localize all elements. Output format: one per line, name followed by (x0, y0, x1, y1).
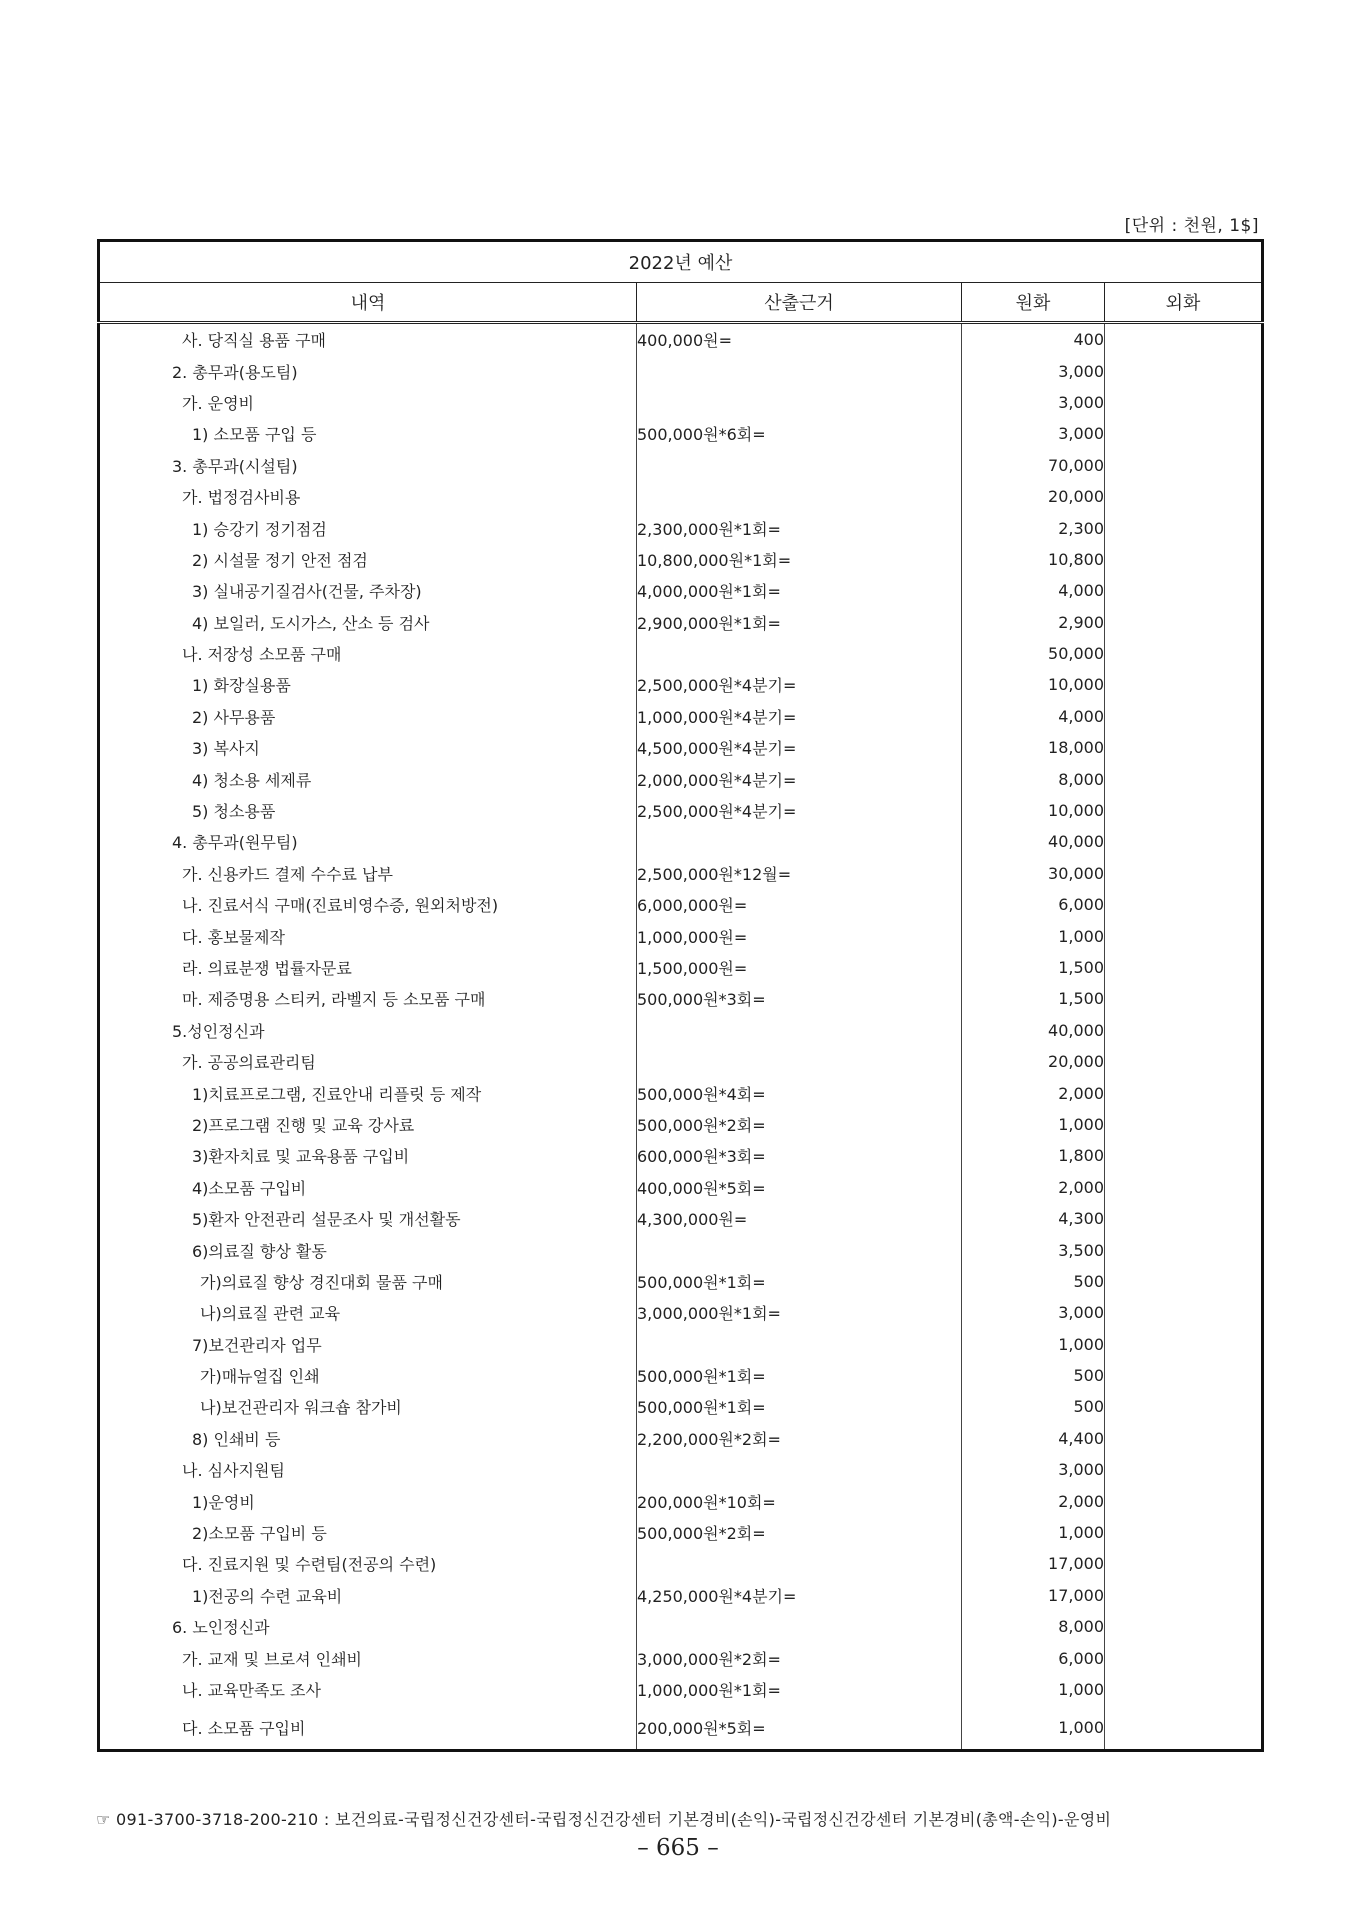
row-item: 6. 노인정신과 (99, 1611, 637, 1642)
row-basis: 1,500,000원= (637, 952, 962, 983)
row-fx-amount (1105, 1548, 1263, 1579)
budget-table (97, 239, 1264, 1752)
row-fx-amount (1105, 1109, 1263, 1140)
table-row (99, 952, 1263, 983)
row-basis: 500,000원*6회= (637, 418, 962, 449)
row-fx-amount (1105, 1674, 1263, 1705)
row-krw-amount: 3,500 (962, 1234, 1105, 1265)
row-basis: 3,000,000원*2회= (637, 1642, 962, 1673)
row-basis: 600,000원*3회= (637, 1140, 962, 1171)
table-row (99, 920, 1263, 951)
row-basis: 400,000원*5회= (637, 1172, 962, 1203)
row-krw-amount: 400 (962, 323, 1105, 356)
row-basis (637, 1015, 962, 1046)
row-krw-amount: 3,000 (962, 1297, 1105, 1328)
table-row (99, 1140, 1263, 1171)
table-row (99, 607, 1263, 638)
row-fx-amount (1105, 1705, 1263, 1751)
row-krw-amount: 40,000 (962, 826, 1105, 857)
row-krw-amount: 4,300 (962, 1203, 1105, 1234)
row-krw-amount: 3,000 (962, 387, 1105, 418)
row-basis: 500,000원*2회= (637, 1517, 962, 1548)
row-krw-amount: 3,000 (962, 355, 1105, 386)
table-row (99, 795, 1263, 826)
row-krw-amount: 1,500 (962, 952, 1105, 983)
table-row (99, 826, 1263, 857)
row-item: 3. 총무과(시설팀) (99, 450, 637, 481)
row-basis: 500,000원*3회= (637, 983, 962, 1014)
row-krw-amount: 50,000 (962, 638, 1105, 669)
row-item: 마. 제증명용 스티커, 라벨지 등 소모품 구매 (99, 983, 637, 1014)
row-item: 2)프로그램 진행 및 교육 강사료 (99, 1109, 637, 1140)
table-row (99, 575, 1263, 606)
table-row (99, 1329, 1263, 1360)
row-basis (637, 1234, 962, 1265)
account-code-footnote: ☞ 091-3700-3718-200-210 : 보건의료-국립정신건강센터-국립정신건강센터 기본경비(손익)-국립정신건강센터 기본경비(총액-손익)-운영비 (96, 1810, 1112, 1829)
row-basis: 400,000원= (637, 323, 962, 356)
row-krw-amount: 10,000 (962, 669, 1105, 700)
row-krw-amount: 40,000 (962, 1015, 1105, 1046)
row-item: 가. 법정검사비용 (99, 481, 637, 512)
row-basis: 4,000,000원*1회= (637, 575, 962, 606)
row-basis (637, 1548, 962, 1579)
row-item: 1)운영비 (99, 1485, 637, 1516)
row-basis (637, 638, 962, 669)
row-fx-amount (1105, 544, 1263, 575)
row-basis: 500,000원*1회= (637, 1360, 962, 1391)
row-krw-amount: 3,000 (962, 1454, 1105, 1485)
row-krw-amount: 8,000 (962, 1611, 1105, 1642)
row-fx-amount (1105, 512, 1263, 543)
row-basis: 4,500,000원*4분기= (637, 732, 962, 763)
row-krw-amount: 18,000 (962, 732, 1105, 763)
row-krw-amount: 70,000 (962, 450, 1105, 481)
row-basis (637, 1329, 962, 1360)
row-fx-amount (1105, 575, 1263, 606)
row-fx-amount (1105, 826, 1263, 857)
table-row (99, 638, 1263, 669)
row-fx-amount (1105, 858, 1263, 889)
table-row (99, 701, 1263, 732)
table-row (99, 1360, 1263, 1391)
row-item: 가)의료질 향상 경진대회 물품 구매 (99, 1266, 637, 1297)
row-krw-amount: 500 (962, 1391, 1105, 1422)
table-body (99, 323, 1263, 1751)
row-krw-amount: 2,000 (962, 1077, 1105, 1108)
row-item: 2)소모품 구입비 등 (99, 1517, 637, 1548)
row-basis: 500,000원*2회= (637, 1109, 962, 1140)
row-item: 가. 운영비 (99, 387, 637, 418)
row-item: 나. 교육만족도 조사 (99, 1674, 637, 1705)
table-row (99, 1423, 1263, 1454)
row-fx-amount (1105, 669, 1263, 700)
table-row (99, 450, 1263, 481)
column-header-krw: 원화 (962, 283, 1105, 323)
row-basis: 2,500,000원*4분기= (637, 795, 962, 826)
table-row (99, 323, 1263, 356)
row-fx-amount (1105, 763, 1263, 794)
row-item: 2. 총무과(용도팀) (99, 355, 637, 386)
row-krw-amount: 4,400 (962, 1423, 1105, 1454)
row-fx-amount (1105, 732, 1263, 763)
table-row (99, 669, 1263, 700)
table-row (99, 355, 1263, 386)
row-basis: 2,200,000원*2회= (637, 1423, 962, 1454)
row-fx-amount (1105, 795, 1263, 826)
row-basis (637, 1611, 962, 1642)
row-item: 5.성인정신과 (99, 1015, 637, 1046)
row-fx-amount (1105, 983, 1263, 1014)
row-krw-amount: 1,000 (962, 1517, 1105, 1548)
row-basis (637, 826, 962, 857)
row-basis (637, 387, 962, 418)
table-row (99, 889, 1263, 920)
table-row (99, 1234, 1263, 1265)
row-basis: 1,000,000원= (637, 920, 962, 951)
table-row (99, 1454, 1263, 1485)
table-row (99, 1517, 1263, 1548)
row-fx-amount (1105, 1454, 1263, 1485)
row-basis: 500,000원*4회= (637, 1077, 962, 1108)
row-item: 나. 저장성 소모품 구매 (99, 638, 637, 669)
row-krw-amount: 6,000 (962, 889, 1105, 920)
row-krw-amount: 20,000 (962, 481, 1105, 512)
page-number: – 665 – (637, 1835, 719, 1861)
row-item: 나. 심사지원팀 (99, 1454, 637, 1485)
table-row (99, 763, 1263, 794)
table-row (99, 1674, 1263, 1705)
row-item: 1)치료프로그램, 진료안내 리플릿 등 제작 (99, 1077, 637, 1108)
row-basis (637, 1454, 962, 1485)
row-item: 4) 청소용 세제류 (99, 763, 637, 794)
table-row (99, 983, 1263, 1014)
row-fx-amount (1105, 1642, 1263, 1673)
row-item: 8) 인쇄비 등 (99, 1423, 637, 1454)
row-basis (637, 355, 962, 386)
row-fx-amount (1105, 1266, 1263, 1297)
row-basis: 500,000원*1회= (637, 1391, 962, 1422)
table-row (99, 387, 1263, 418)
table-row (99, 732, 1263, 763)
row-item: 2) 사무용품 (99, 701, 637, 732)
row-item: 나. 진료서식 구매(진료비영수증, 원외처방전) (99, 889, 637, 920)
table-row (99, 1642, 1263, 1673)
row-fx-amount (1105, 1423, 1263, 1454)
table-row (99, 1266, 1263, 1297)
row-krw-amount: 2,000 (962, 1172, 1105, 1203)
row-item: 5) 청소용품 (99, 795, 637, 826)
table-row (99, 1172, 1263, 1203)
row-item: 2) 시설물 정기 안전 점검 (99, 544, 637, 575)
table-row (99, 1705, 1263, 1751)
row-item: 1) 소모품 구입 등 (99, 418, 637, 449)
row-krw-amount: 1,000 (962, 920, 1105, 951)
row-basis: 2,500,000원*12월= (637, 858, 962, 889)
row-fx-amount (1105, 920, 1263, 951)
row-fx-amount (1105, 1203, 1263, 1234)
row-fx-amount (1105, 638, 1263, 669)
row-fx-amount (1105, 1077, 1263, 1108)
row-fx-amount (1105, 355, 1263, 386)
row-fx-amount (1105, 1611, 1263, 1642)
row-krw-amount: 1,000 (962, 1109, 1105, 1140)
table-row (99, 1580, 1263, 1611)
row-krw-amount: 8,000 (962, 763, 1105, 794)
row-fx-amount (1105, 450, 1263, 481)
column-header-item: 내역 (99, 283, 637, 323)
row-fx-amount (1105, 1015, 1263, 1046)
row-krw-amount: 10,000 (962, 795, 1105, 826)
row-item: 가)매뉴얼집 인쇄 (99, 1360, 637, 1391)
row-fx-amount (1105, 323, 1263, 356)
row-basis (637, 481, 962, 512)
row-fx-amount (1105, 1046, 1263, 1077)
table-row (99, 1611, 1263, 1642)
row-basis (637, 450, 962, 481)
row-item: 7)보건관리자 업무 (99, 1329, 637, 1360)
row-fx-amount (1105, 889, 1263, 920)
row-krw-amount: 20,000 (962, 1046, 1105, 1077)
row-fx-amount (1105, 481, 1263, 512)
row-fx-amount (1105, 1140, 1263, 1171)
table-row (99, 418, 1263, 449)
row-item: 4)소모품 구입비 (99, 1172, 637, 1203)
row-item: 6)의료질 향상 활동 (99, 1234, 637, 1265)
row-krw-amount: 2,000 (962, 1485, 1105, 1516)
row-krw-amount: 1,000 (962, 1674, 1105, 1705)
row-fx-amount (1105, 1329, 1263, 1360)
unit-label: [단위 : 천원, 1$] (1124, 216, 1259, 236)
row-fx-amount (1105, 1517, 1263, 1548)
table-row (99, 1391, 1263, 1422)
row-basis: 200,000원*10회= (637, 1485, 962, 1516)
row-krw-amount: 3,000 (962, 418, 1105, 449)
row-basis: 200,000원*5회= (637, 1705, 962, 1751)
table-row (99, 1046, 1263, 1077)
row-krw-amount: 1,000 (962, 1329, 1105, 1360)
table-row (99, 1203, 1263, 1234)
row-item: 4. 총무과(원무팀) (99, 826, 637, 857)
row-basis: 2,000,000원*4분기= (637, 763, 962, 794)
row-basis: 4,300,000원= (637, 1203, 962, 1234)
row-krw-amount: 1,500 (962, 983, 1105, 1014)
row-item: 4) 보일러, 도시가스, 산소 등 검사 (99, 607, 637, 638)
table-row (99, 1485, 1263, 1516)
row-fx-amount (1105, 1580, 1263, 1611)
row-fx-amount (1105, 701, 1263, 732)
row-fx-amount (1105, 607, 1263, 638)
row-krw-amount: 6,000 (962, 1642, 1105, 1673)
row-fx-amount (1105, 387, 1263, 418)
row-krw-amount: 17,000 (962, 1548, 1105, 1579)
row-fx-amount (1105, 1391, 1263, 1422)
row-item: 나)보건관리자 워크숍 참가비 (99, 1391, 637, 1422)
row-krw-amount: 4,000 (962, 701, 1105, 732)
row-item: 다. 홍보물제작 (99, 920, 637, 951)
row-item: 5)환자 안전관리 설문조사 및 개선활동 (99, 1203, 637, 1234)
row-krw-amount: 500 (962, 1266, 1105, 1297)
row-basis: 3,000,000원*1회= (637, 1297, 962, 1328)
table-row (99, 1109, 1263, 1140)
row-item: 3)환자치료 및 교육용품 구입비 (99, 1140, 637, 1171)
row-item: 가. 신용카드 결제 수수료 납부 (99, 858, 637, 889)
table-row (99, 512, 1263, 543)
row-item: 사. 당직실 용품 구매 (99, 323, 637, 356)
row-krw-amount: 4,000 (962, 575, 1105, 606)
table-row (99, 1015, 1263, 1046)
row-krw-amount: 2,900 (962, 607, 1105, 638)
row-basis: 1,000,000원*4분기= (637, 701, 962, 732)
row-item: 3) 실내공기질검사(건물, 주차장) (99, 575, 637, 606)
row-basis: 2,500,000원*4분기= (637, 669, 962, 700)
row-krw-amount: 30,000 (962, 858, 1105, 889)
row-krw-amount: 500 (962, 1360, 1105, 1391)
table-row (99, 481, 1263, 512)
year-header: 2022년 예산 (99, 241, 1263, 283)
row-fx-amount (1105, 1485, 1263, 1516)
row-krw-amount: 10,800 (962, 544, 1105, 575)
row-fx-amount (1105, 1234, 1263, 1265)
row-fx-amount (1105, 1297, 1263, 1328)
table-row (99, 1548, 1263, 1579)
row-item: 다. 진료지원 및 수련팀(전공의 수련) (99, 1548, 637, 1579)
row-krw-amount: 17,000 (962, 1580, 1105, 1611)
row-basis: 500,000원*1회= (637, 1266, 962, 1297)
row-basis (637, 1046, 962, 1077)
row-basis: 2,900,000원*1회= (637, 607, 962, 638)
table-row (99, 1297, 1263, 1328)
column-header-fx: 외화 (1105, 283, 1263, 323)
row-basis: 1,000,000원*1회= (637, 1674, 962, 1705)
row-fx-amount (1105, 1172, 1263, 1203)
table-row (99, 858, 1263, 889)
row-item: 라. 의료분쟁 법률자문료 (99, 952, 637, 983)
table-row (99, 544, 1263, 575)
row-krw-amount: 1,800 (962, 1140, 1105, 1171)
row-basis: 4,250,000원*4분기= (637, 1580, 962, 1611)
row-item: 3) 복사지 (99, 732, 637, 763)
row-item: 1) 화장실용품 (99, 669, 637, 700)
row-basis: 6,000,000원= (637, 889, 962, 920)
row-basis: 10,800,000원*1회= (637, 544, 962, 575)
row-item: 1)전공의 수련 교육비 (99, 1580, 637, 1611)
row-basis: 2,300,000원*1회= (637, 512, 962, 543)
row-item: 다. 소모품 구입비 (99, 1705, 637, 1751)
row-krw-amount: 2,300 (962, 512, 1105, 543)
row-item: 가. 공공의료관리팀 (99, 1046, 637, 1077)
table-row (99, 1077, 1263, 1108)
row-item: 1) 승강기 정기점검 (99, 512, 637, 543)
row-fx-amount (1105, 1360, 1263, 1391)
row-item: 가. 교재 및 브로셔 인쇄비 (99, 1642, 637, 1673)
row-krw-amount: 1,000 (962, 1705, 1105, 1751)
row-fx-amount (1105, 952, 1263, 983)
row-fx-amount (1105, 418, 1263, 449)
row-item: 나)의료질 관련 교육 (99, 1297, 637, 1328)
column-header-basis: 산출근거 (637, 283, 962, 323)
